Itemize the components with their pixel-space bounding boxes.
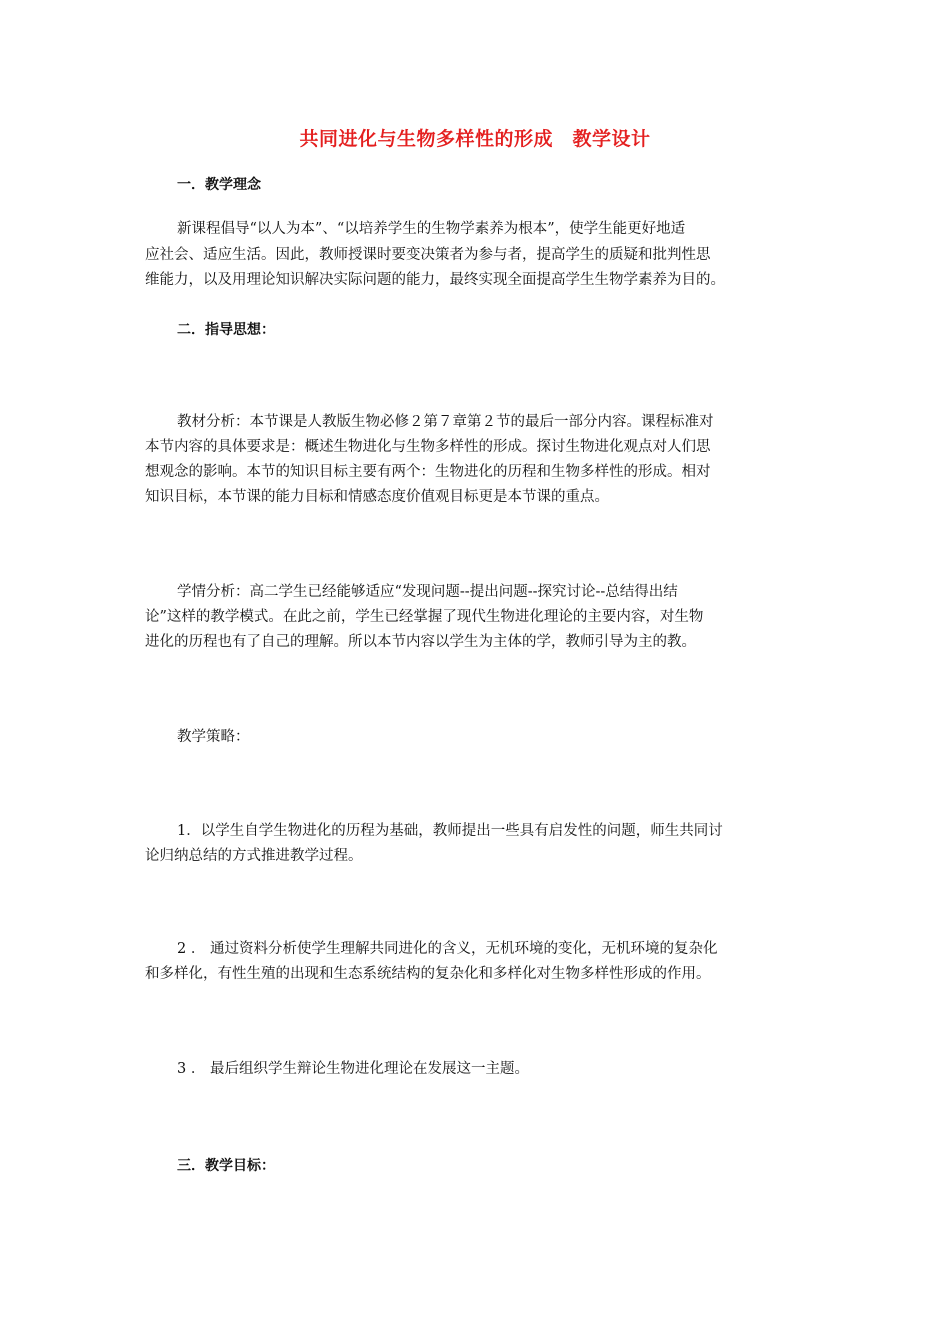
paragraph-line: 学情分析：高二学生已经能够适应“发现问题--提出问题--探究讨论--总结得出结 bbox=[177, 584, 678, 600]
list-item-line: 2 ． 通过资料分析使学生理解共同进化的含义，无机环境的变化，无机环境的复杂化 bbox=[177, 941, 718, 957]
section-heading-teaching-objectives: 三．教学目标： bbox=[177, 1158, 275, 1174]
document-title: 共同进化与生物多样性的形成 教学设计 bbox=[299, 128, 651, 150]
paragraph-line: 应社会、适应生活。因此，教师授课时要变决策者为参与者，提高学生的质疑和批判性思 bbox=[145, 247, 711, 263]
paragraph-line: 维能力，以及用理论知识解决实际问题的能力，最终实现全面提高学生生物学素养为目的。 bbox=[145, 272, 725, 288]
paragraph-line: 新课程倡导“以人为本”、“以培养学生的生物学素养为根本”，使学生能更好地适 bbox=[177, 221, 686, 237]
list-item-line: 论归纳总结的方式推进教学过程。 bbox=[145, 848, 363, 864]
paragraph-line: 教学策略： bbox=[177, 729, 250, 745]
list-item-line: 3 ． 最后组织学生辩论生物进化理论在发展这一主题。 bbox=[177, 1061, 529, 1077]
paragraph-line: 论”这样的教学模式。在此之前，学生已经掌握了现代生物进化理论的主要内容，对生物 bbox=[145, 609, 704, 625]
paragraph-line: 进化的历程也有了自己的理解。所以本节内容以学生为主体的学，教师引导为主的教。 bbox=[145, 634, 696, 650]
paragraph-line: 教材分析：本节课是人教版生物必修２第７章第２节的最后一部分内容。课程标准对 bbox=[177, 414, 714, 430]
list-item-line: 和多样化，有性生殖的出现和生态系统结构的复杂化和多样化对生物多样性形成的作用。 bbox=[145, 966, 711, 982]
section-heading-guiding-ideas: 二．指导思想： bbox=[177, 322, 275, 338]
section-heading-teaching-philosophy: 一．教学理念 bbox=[177, 177, 261, 193]
paragraph-line: 本节内容的具体要求是：概述生物进化与生物多样性的形成。探讨生物进化观点对人们思 bbox=[145, 439, 711, 455]
paragraph-line: 想观念的影响。本节的知识目标主要有两个：生物进化的历程和生物多样性的形成。相对 bbox=[145, 464, 711, 480]
list-item-line: 1．以学生自学生物进化的历程为基础，教师提出一些具有启发性的问题，师生共同讨 bbox=[177, 823, 723, 839]
paragraph-line: 知识目标，本节课的能力目标和情感态度价值观目标更是本节课的重点。 bbox=[145, 489, 609, 505]
